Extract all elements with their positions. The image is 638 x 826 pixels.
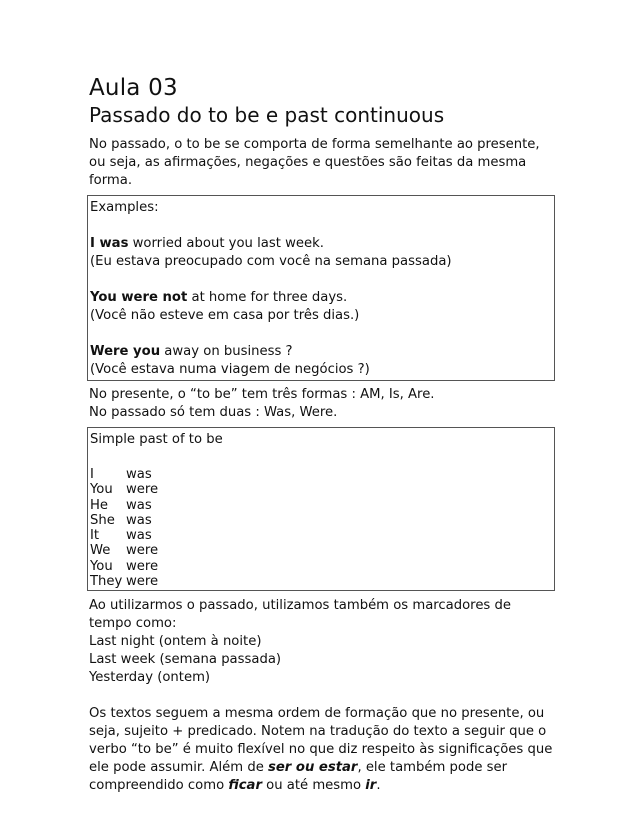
marker-item: Last night (ontem à noite) <box>89 634 262 650</box>
example-translation: (Você não esteve em casa por três dias.) <box>90 308 360 323</box>
example-bold-phrase: I was <box>90 236 129 251</box>
final-text: . <box>376 778 381 794</box>
simple-past-heading: Simple past of to be <box>90 432 223 447</box>
example-rest: worried about you last week. <box>128 236 324 251</box>
intro-paragraph: No passado, o to be se comporta de forma semelhante ao presente, ou seja, as afirmações, negações e questões são feitas da mesma forma. <box>89 137 540 188</box>
emphasis-ir: ir <box>365 778 377 794</box>
pronoun: He <box>90 497 109 513</box>
verb-form: was <box>126 512 152 528</box>
final-text: , ele também pode ser compreendido como <box>89 760 508 794</box>
example-rest: away on business ? <box>160 344 293 359</box>
conjugation-row <box>90 574 158 589</box>
pronoun: She <box>90 512 115 528</box>
example-sentence <box>90 289 552 307</box>
simple-past-box <box>87 427 555 591</box>
conjugation-table <box>90 467 158 589</box>
example-bold-phrase: Were you <box>90 344 161 359</box>
marker-item: Last week (semana passada) <box>89 652 282 668</box>
verb-form: were <box>126 574 159 590</box>
verb-form: were <box>126 482 159 498</box>
pronoun: I <box>90 467 94 482</box>
page-subtitle: Passado do to be e past continuous <box>89 103 445 127</box>
verb-form: was <box>126 467 152 482</box>
final-text: Os textos seguem a mesma ordem de formação que no presente, ou seja, sujeito + predicado. Notem na tradução do texto a seguir que o verbo “to be” é muito flexível no que diz respeito às significações que ele pode assumir. Além de <box>89 706 553 776</box>
forms-line: No passado só tem duas : Was, Were. <box>89 405 338 420</box>
verb-form: was <box>126 528 152 544</box>
verb-form: were <box>126 558 159 574</box>
pronoun: You <box>90 482 113 498</box>
verb-form: were <box>126 543 159 559</box>
example-sentence <box>90 235 552 253</box>
forms-paragraph <box>89 386 553 422</box>
markers-intro: Ao utilizarmos o passado, utilizamos também os marcadores de tempo como: <box>89 598 511 632</box>
example-rest: at home for three days. <box>187 290 348 305</box>
marker-item: Yesterday (ontem) <box>89 670 211 686</box>
example-translation: (Eu estava preocupado com você na semana passada) <box>90 254 452 269</box>
final-text: ou até mesmo <box>261 778 366 794</box>
conjugation-row <box>90 543 158 558</box>
pronoun: You <box>90 558 113 574</box>
conjugation-row <box>90 513 158 528</box>
example-bold-phrase: You were not <box>90 290 188 305</box>
emphasis-ficar: ficar <box>228 778 262 794</box>
conjugation-row <box>90 498 158 513</box>
conjugation-row <box>90 467 158 482</box>
markers-section <box>89 597 553 687</box>
pronoun: It <box>90 528 100 544</box>
page-title: Aula 03 <box>89 75 178 101</box>
conjugation-row <box>90 528 158 543</box>
example-sentence <box>90 343 552 361</box>
example-translation: (Você estava numa viagem de negócios ?) <box>90 362 370 377</box>
verb-form: was <box>126 497 152 513</box>
conjugation-row <box>90 559 158 574</box>
examples-box <box>87 195 555 381</box>
conjugation-row <box>90 482 158 497</box>
pronoun: We <box>90 543 111 559</box>
final-paragraph <box>89 705 553 795</box>
pronoun: They <box>90 574 123 590</box>
forms-line: No presente, o “to be” tem três formas : AM, Is, Are. <box>89 387 435 402</box>
examples-heading: Examples: <box>90 200 159 215</box>
document-page <box>89 74 553 795</box>
emphasis-ser-ou-estar: ser ou estar <box>268 760 358 776</box>
